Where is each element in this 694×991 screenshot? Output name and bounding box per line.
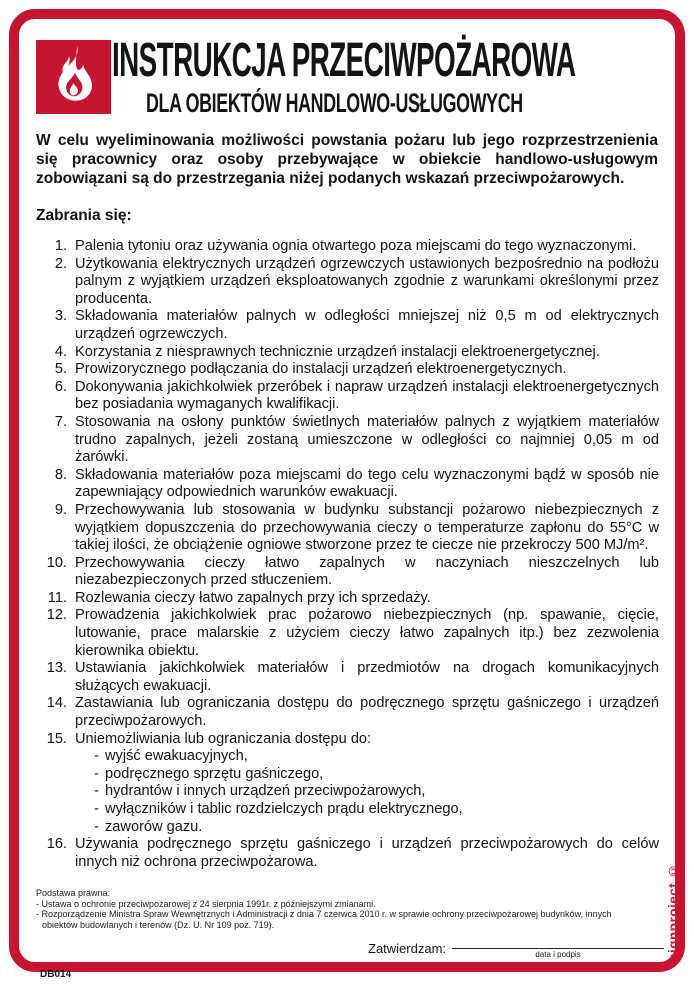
list-item-text: Dokonywania jakichkolwiek przeróbek i napraw urządzeń instalacji elektroenergetycznych bez posiadania wymaganych kwalifikacji. xyxy=(75,378,659,413)
approval-block xyxy=(368,934,664,959)
list-item-text: Zastawiania lub ograniczania dostępu do podręcznego sprzętu gaśniczego i urządzeń przeciwpożarowych. xyxy=(75,695,659,730)
list-item-number: 15. xyxy=(46,730,67,747)
list-item-number: 16. xyxy=(46,836,67,853)
list-item-number: 8. xyxy=(54,466,67,483)
list-item-text: Użytkowania elektrycznych urządzeń ogrzewczych ustawionych bezpośrednio na podłożu palnym z wyjątkiem urządzeń eksploatowanych zgodnie z warunkami określonymi przez producenta. xyxy=(75,255,659,307)
intro-paragraph: W celu wyeliminowania możliwości powstania pożaru lub jego rozprzestrzenienia się pracownicy oraz osoby przebywające w obiekcie handlowo-usługowym zobowiązani są do przestrzegania niżej podanych wskazań przeciwpożarowych. xyxy=(36,132,658,187)
list-item xyxy=(36,238,659,256)
list-item xyxy=(36,256,659,309)
legal-basis-block xyxy=(36,888,642,930)
publisher-watermark: signproject © xyxy=(666,862,681,961)
list-item-number: 10. xyxy=(46,554,67,571)
sub-list-item xyxy=(75,819,659,837)
legal-basis-line: - Ustawa o ochronie przeciwpożarowej z 24 sierpnia 1991r. z późniejszymi zmianami. xyxy=(36,898,376,909)
list-item-number: 5. xyxy=(54,361,67,378)
prohibition-list xyxy=(36,238,659,871)
legal-basis-lines xyxy=(36,899,642,931)
list-item-text: Używania podręcznego sprzętu gaśniczego i urządzeń przeciwpożarowych do celów innych niż ochrona przeciwpożarowa. xyxy=(75,836,659,870)
list-item xyxy=(36,344,659,362)
list-item xyxy=(36,731,659,837)
list-item-text: Palenia tytoniu oraz używania ognia otwartego poza miejscami do tego wyznaczonymi. xyxy=(75,238,637,254)
list-item-number: 1. xyxy=(54,238,67,254)
list-item-number: 13. xyxy=(46,660,67,677)
list-item-text: Korzystania z niesprawnych technicznie urządzeń instalacji elektroenergetycznej. xyxy=(75,343,600,360)
legal-basis-line: - Rozporządzenie Ministra Spraw Wewnętrznych i Administracji z dnia 7 czerwca 2010 r. w sprawie ochrony przeciwpożarowej budynków, innych obiektów budowlanych i terenów (Dz. U. Nr 109 poz. 719). xyxy=(36,909,612,930)
page-title: INSTRUKCJA PRZECIWPOŻAROWA xyxy=(112,34,576,87)
list-item xyxy=(36,361,659,379)
list-item xyxy=(36,555,659,590)
sub-item-dash: - xyxy=(94,801,99,817)
list-item-number: 3. xyxy=(54,308,67,325)
list-item-text: Stosowania na osłony punktów świetlnych materiałów palnych z wyjątkiem materiałów trudno zapalnych, jeżeli zostaną umieszczone w odległości co najmniej 0,05 m od żarówki. xyxy=(75,413,659,466)
list-item-text: Rozlewania cieczy łatwo zapalnych przy ich sprzedaży. xyxy=(75,589,431,606)
list-item-number: 9. xyxy=(54,501,67,518)
list-item-number: 11. xyxy=(47,589,67,606)
flammable-warning-panel xyxy=(36,40,111,114)
signature-line xyxy=(452,934,664,949)
flame-icon xyxy=(36,40,111,114)
sub-item-dash: - xyxy=(94,765,99,782)
list-item-number: 7. xyxy=(54,413,67,430)
list-item xyxy=(36,695,659,730)
sub-list-item xyxy=(75,766,659,784)
sub-item-dash: - xyxy=(94,818,99,835)
signature-caption: data i podpis xyxy=(535,950,581,959)
list-item-number: 12. xyxy=(46,607,67,624)
list-item-text: Prowadzenia jakichkolwiek prac pożarowo niebezpiecznych (np. spawanie, cięcie, lutowanie, prace malarskie z użyciem cieczy łatwo zapalnych itp.) bez zezwolenia kierownika obiektu. xyxy=(75,607,659,659)
list-item-text: Składowania materiałów palnych w odległości mniejszej niż 0,5 m od elektrycznych urządzeń ogrzewczych. xyxy=(75,308,659,342)
sub-item-text: hydrantów i innych urządzeń przeciwpożarowych, xyxy=(105,783,426,800)
list-item xyxy=(36,836,659,871)
list-item xyxy=(36,590,659,608)
sub-item-text: wyłączników i tablic rozdzielczych prądu elektrycznego, xyxy=(105,801,463,817)
list-item-text: Przechowywania lub stosowania w budynku substancji pożarowo niebezpiecznych z wyjątkiem dopuszczenia do przechowywania cieczy o temperaturze zapłonu do 55°C w takiej ilości, że obciążenie ogniowe stworzone przez te ciecze nie przekroczy 500 MJ/m². xyxy=(75,501,659,554)
sub-list-item xyxy=(75,783,659,801)
list-item xyxy=(36,467,659,502)
list-item xyxy=(36,308,659,343)
list-item-text: Składowania materiałów poza miejscami do tego celu wyznaczonymi bądź w sposób nie zapewniający odpowiednich warunków ewakuacji. xyxy=(75,466,659,501)
list-item-text: Przechowywania cieczy łatwo zapalnych w naczyniach nieszczelnych lub niezabezpieczonych przed stłuczeniem. xyxy=(75,554,659,589)
sub-list-item xyxy=(75,748,659,766)
list-item xyxy=(36,502,659,555)
list-item-text: Uniemożliwiania lub ograniczania dostępu do: - wyjść ewakuacyjnych, - podręcznego sprzętu gaśniczego, - hydrantów i innych urządzeń przeciwpożarowych, - wyłączników i tablic rozdzielczych prądu elektrycznego, - zaworów gazu. xyxy=(75,731,659,837)
sub-item-text: podręcznego sprzętu gaśniczego, xyxy=(105,765,324,782)
list-item xyxy=(36,414,659,467)
list-item-number: 4. xyxy=(54,343,67,360)
sub-item-dash: - xyxy=(94,783,99,800)
list-item xyxy=(36,607,659,660)
header-titles xyxy=(112,36,672,117)
list-item xyxy=(36,660,659,695)
prohibition-heading: Zabrania się: xyxy=(36,207,132,224)
list-item-number: 6. xyxy=(54,378,67,395)
legal-basis-heading: Podstawa prawna: xyxy=(36,888,111,898)
list-item-text: Ustawiania jakichkolwiek materiałów i przedmiotów na drogach komunikacyjnych służących ewakuacji. xyxy=(75,660,659,694)
list-item-text: Prowizorycznego podłączania do instalacji urządzeń elektroenergetycznych. xyxy=(75,361,567,378)
sub-item-dash: - xyxy=(94,748,99,765)
sub-item-text: zaworów gazu. xyxy=(105,818,203,835)
list-item-number: 14. xyxy=(46,695,67,712)
signature-field xyxy=(452,934,664,959)
sheet-code: DB014 xyxy=(40,969,72,980)
list-item-number: 2. xyxy=(54,255,67,272)
approval-label: Zatwierdzam: xyxy=(368,941,447,956)
page-subtitle: DLA OBIEKTÓW HANDLOWO-USŁUGOWYCH xyxy=(146,88,523,118)
sub-list-item xyxy=(75,801,659,819)
list-item xyxy=(36,379,659,414)
sub-item-text: wyjść ewakuacyjnych, xyxy=(105,748,248,765)
